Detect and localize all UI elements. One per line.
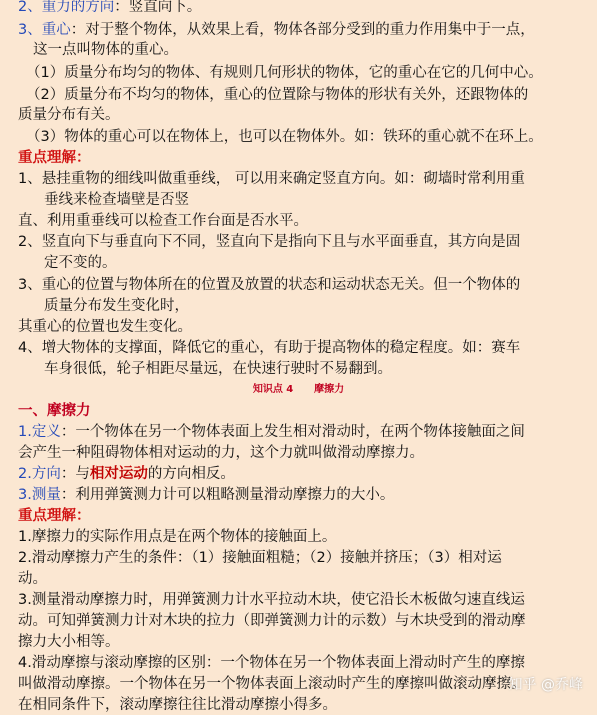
term-gravity-direction: 2、重力的方向 xyxy=(18,0,115,15)
text-line: 叫做滑动摩擦。一个物体在另一个物体表面上滚动时产生的摩擦叫做滚动摩擦。 xyxy=(18,676,526,692)
text-line: 2、竖直向下与垂直向下不同，竖直向下是指向下且与水平面垂直，其方向是固 xyxy=(18,234,521,250)
text-line: （3）物体的重心可以在物体上，也可以在物体外。如：铁环的重心就不在环上。 xyxy=(26,129,543,145)
text-line: 会产生一种阻碍物体相对运动的力，这个力就叫做滑动摩擦力。 xyxy=(18,445,424,461)
term-center-of-gravity: 3、重心 xyxy=(18,22,71,38)
text-line: 质量分布有关。 xyxy=(18,107,120,123)
text-line: （2）质量分布不均匀的物体，重心的位置除与物体的形状有关外，还跟物体的 xyxy=(26,87,529,103)
text-line: 1.摩擦力的实际作用点是在两个物体的接触面上。 xyxy=(18,529,337,545)
line-direction: 2.方向：与相对运动的方向相反。 xyxy=(18,466,235,482)
term-relative-motion: 相对运动 xyxy=(89,466,148,482)
line-gravity-direction: 2、重力的方向：竖直向下。 xyxy=(18,0,202,15)
text-line: 1、悬挂重物的细线叫做重垂线， 可以用来确定竖直方向。如：砌墙时常利用重 xyxy=(18,171,525,187)
line-center-of-gravity: 3、重心：对于整个物体，从效果上看，物体各部分受到的重力作用集中于一点， xyxy=(18,22,535,38)
text-line: 车身很低，轮子相距尽量远，在快速行驶时不易翻到。 xyxy=(44,361,392,377)
text-line: 4、增大物体的支撑面，降低它的重心，有助于提高物体的稳定程度。如：赛车 xyxy=(18,340,521,356)
key-points-heading: 重点理解： xyxy=(18,508,91,524)
text-line: 这一点叫物体的重心。 xyxy=(33,42,178,58)
text-line: 质量分布发生变化时， xyxy=(44,298,189,314)
text-line: 动。可知弹簧测力计对木块的拉力（即弹簧测力计的示数）与木块受到的滑动摩 xyxy=(18,613,526,629)
text-line: 擦力大小相等。 xyxy=(18,634,120,650)
text-line: 3.测量滑动摩擦力时，用弹簧测力计水平拉动木块，使它沿长木板做匀速直线运 xyxy=(18,592,525,608)
text-line: 垂线来检查墙壁是否竖 xyxy=(44,192,189,208)
subsection-title-friction: 一、摩擦力 xyxy=(18,403,91,419)
text-line: 定不变的。 xyxy=(44,255,117,271)
line-definition: 1.定义：一个物体在另一个物体表面上发生相对滑动时，在两个物体接触面之间 xyxy=(18,424,525,440)
term-definition: 1.定义 xyxy=(18,424,61,440)
text-line: 直、利用重垂线可以检查工作台面是否水平。 xyxy=(18,213,308,229)
text-line: （1）质量分布均匀的物体、有规则几何形状的物体，它的重心在它的几何中心。 xyxy=(26,65,543,81)
text-line: 动。 xyxy=(18,571,47,587)
key-points-heading: 重点理解： xyxy=(18,150,91,166)
section-title-friction: 知识点 4 摩擦力 xyxy=(252,384,345,395)
watermark: 知乎 @乔峰 xyxy=(508,677,583,693)
text-line: 其重心的位置也发生变化。 xyxy=(18,319,192,335)
line-measurement: 3.测量：利用弹簧测力计可以粗略测量滑动摩擦力的大小。 xyxy=(18,487,395,503)
term-measurement: 3.测量 xyxy=(18,487,61,503)
text-line: 4.滑动摩擦与滚动摩擦的区别：一个物体在另一个物体表面上滑动时产生的摩擦 xyxy=(18,655,525,671)
text-line: 3、重心的位置与物体所在的位置及放置的状态和运动状态无关。但一个物体的 xyxy=(18,277,521,293)
term-direction: 2.方向 xyxy=(18,466,61,482)
text-line: 在相同条件下，滚动摩擦往往比滑动摩擦小得多。 xyxy=(18,697,337,713)
text-line: 2.滑动摩擦力产生的条件：（1）接触面粗糙；（2）接触并挤压；（3）相对运 xyxy=(18,550,502,566)
